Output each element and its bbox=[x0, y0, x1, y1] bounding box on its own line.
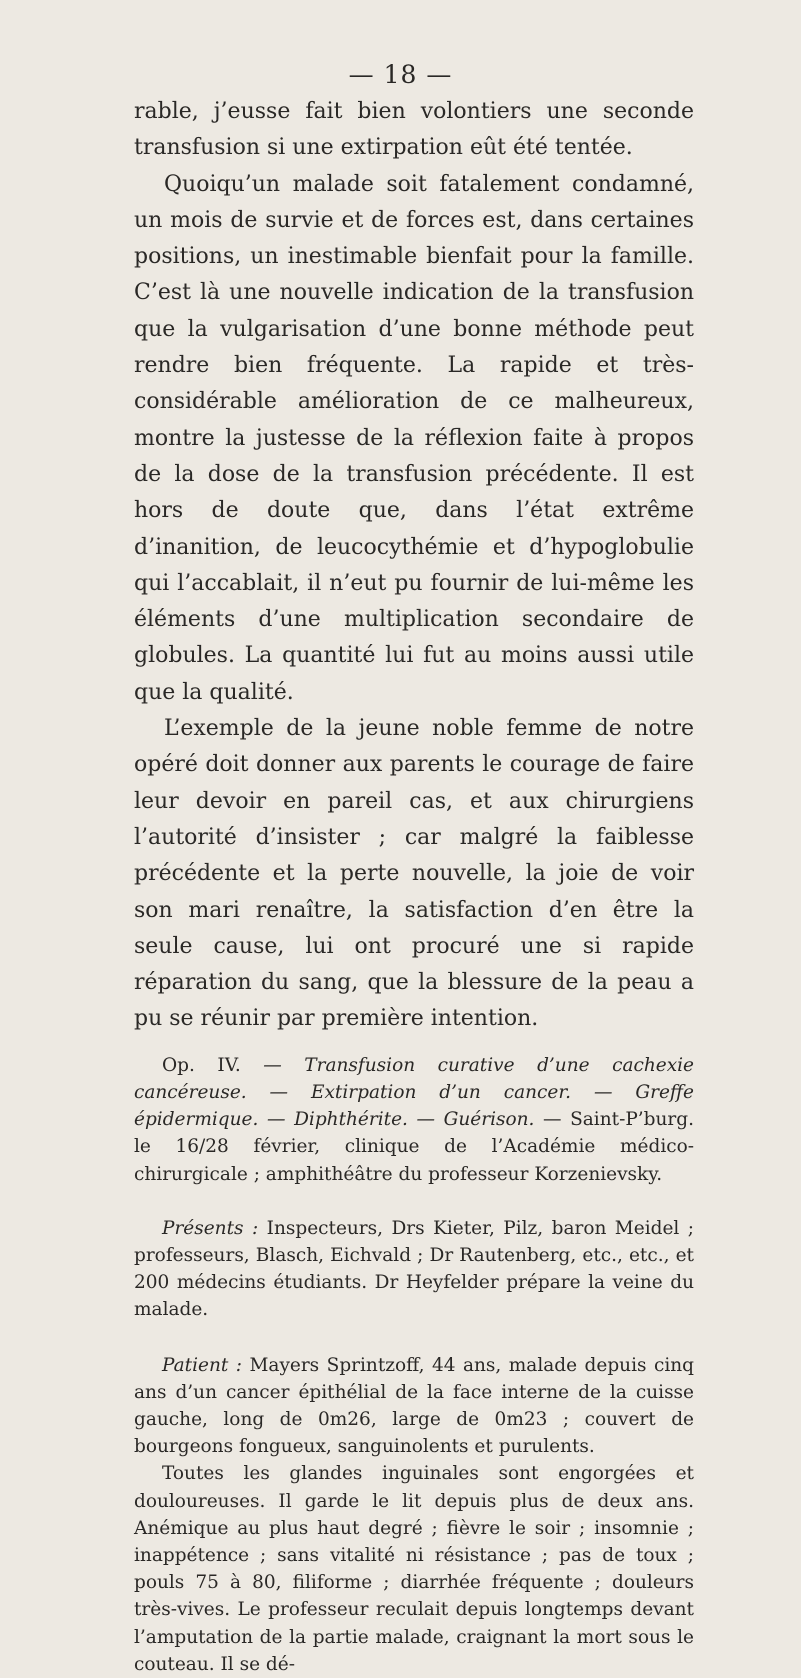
paragraph-exemple: L’exemple de la jeune noble femme de notre opéré doit donner aux parents le courage de faire leur devoir en pareil cas, et aux chirurgiens l’autorité d’insister ; car malgré la faiblesse précédente et la perte nouvelle, la joie de voir son mari renaître, la satisfaction d’en être la seule cause, lui ont procuré une si rapide réparation du sang, que la blessure de la peau a pu se réunir par première intention. bbox=[134, 716, 694, 1032]
observation-heading bbox=[134, 1052, 694, 1188]
page-number: — 18 — bbox=[348, 60, 453, 89]
observation-symptoms: Toutes les glandes inguinales sont engorgées et douloureuses. Il garde le lit depuis plus de deux ans. Anémique au plus haut degré ; fièvre le soir ; insomnie ; inappétence ; sans vitalité ni résistance ; pas de toux ; pouls 75 à 80, filiforme ; diarrhée fréquente ; douleurs très-vives. Le professeur reculait depuis longtemps devant l’amputation de la partie malade, craignant la mort sous le couteau. Il se dé- bbox=[134, 1463, 694, 1675]
observation-title: — Transfusion curative d’une cachexie cancéreuse. — Extirpation d’un cancer. — Greffe épidermique. — Diphthérite. — Guérison. bbox=[134, 1054, 695, 1131]
paragraph-indication: Quoiqu’un malade soit fatalement condamné, un mois de survie et de forces est, dans certaines positions, un inestimable bienfait pour la famille. C’est là une nouvelle indication de la transfusion que la vulgarisation d’une bonne méthode peut rendre bien fréquente. La rapide et très-considérable amélioration de ce malheureux, montre la justesse de la réflexion faite à propos de la dose de la transfusion précédente. Il est hors de doute que, dans l’état extrême d’inanition, de leucocythémie et d’hypoglobulie qui l’accablait, il n’eut pu fournir de lui-même les éléments d’une multiplication secondaire de globules. La quantité lui fut au moins aussi utile que la qualité. bbox=[134, 171, 694, 705]
observation-patient bbox=[134, 1352, 694, 1461]
observation-block bbox=[134, 1052, 694, 1678]
paragraph-continuation: rable, j’eusse fait bien volontiers une seconde transfusion si une extirpation eût été tentée. bbox=[134, 99, 694, 161]
observation-presents bbox=[134, 1215, 694, 1324]
observation-label: Op. IV. bbox=[162, 1054, 241, 1076]
presents-label: Présents : bbox=[162, 1217, 259, 1239]
page-body bbox=[134, 94, 694, 1678]
observation-location: — Saint-P’burg. le 16/28 février, clinique de l’Académie médico-chirurgicale ; amphithéâtre du professeur Korzenievsky. bbox=[134, 1109, 694, 1185]
main-text bbox=[134, 94, 694, 1038]
presents-text: Inspecteurs, Drs Kieter, Pilz, baron Meidel ; professeurs, Blasch, Eichvald ; Dr Rautenberg, etc., etc., et 200 médecins étudiants. Dr Heyfelder prépare la veine du malade. bbox=[134, 1217, 694, 1321]
patient-label: Patient : bbox=[162, 1354, 242, 1376]
patient-text: Mayers Sprintzoff, 44 ans, malade depuis cinq ans d’un cancer épithélial de la face interne de la cuisse gauche, long de 0m26, large de 0m23 ; couvert de bourgeons fongueux, sanguinolents et purulents. bbox=[134, 1354, 694, 1458]
